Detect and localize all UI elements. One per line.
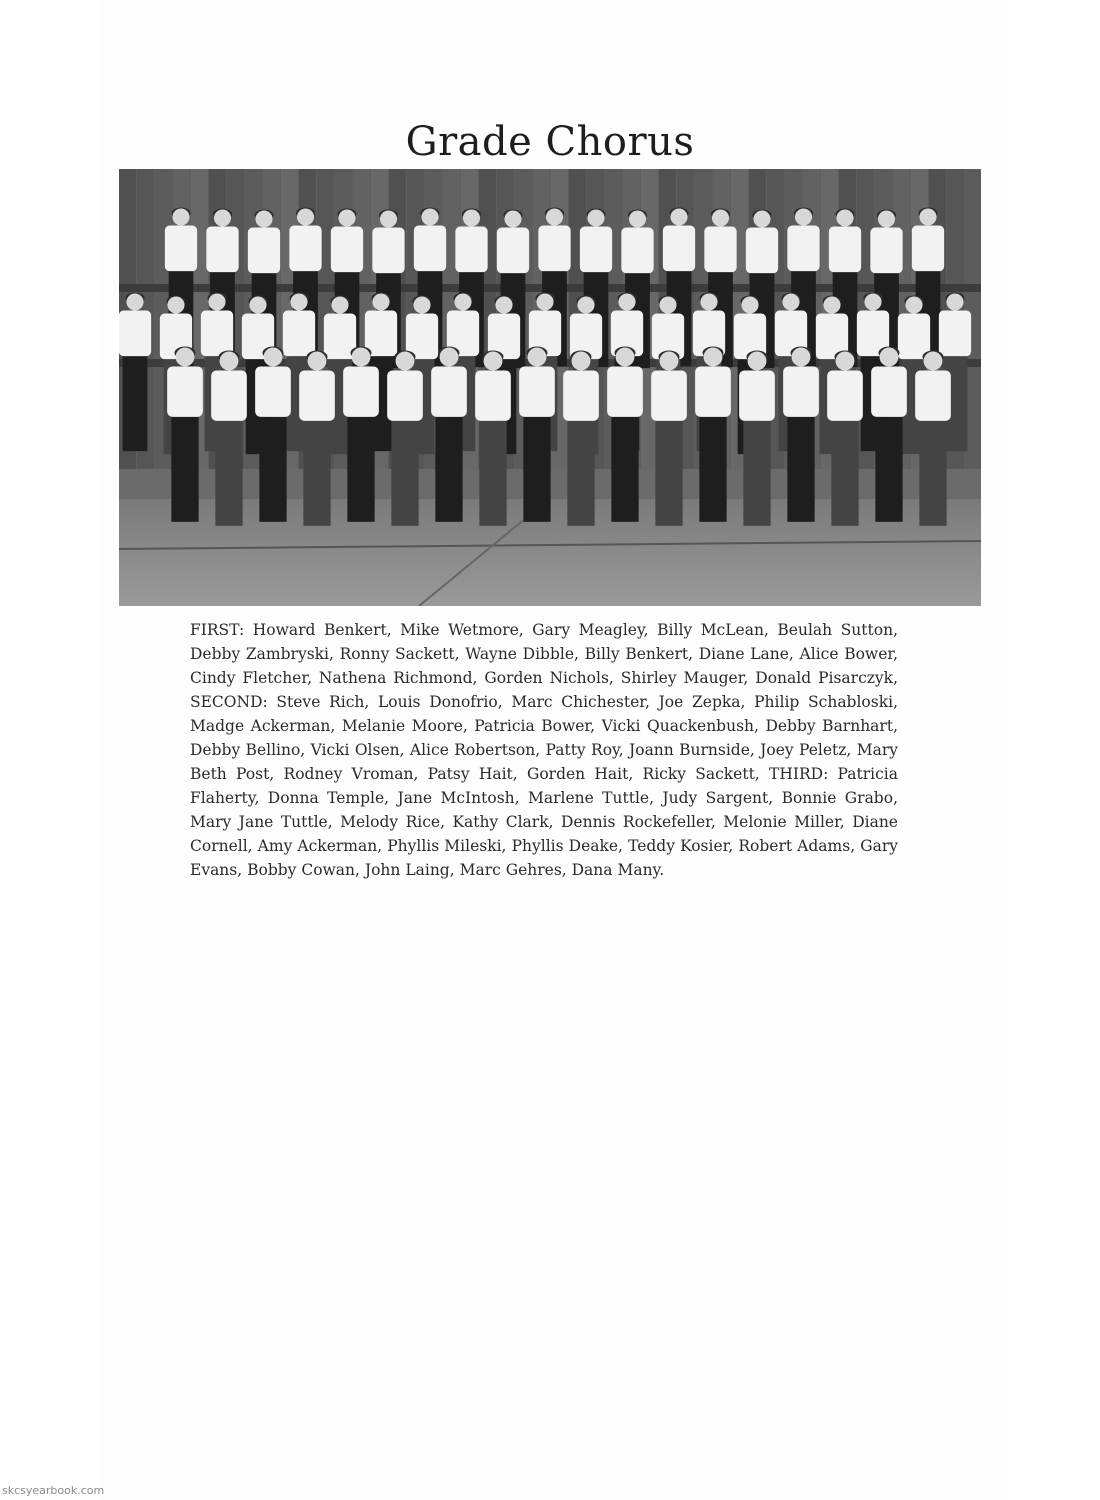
site-watermark: skcsyearbook.com [2, 1484, 105, 1497]
page-title: Grade Chorus [405, 118, 695, 165]
group-photo [119, 169, 981, 606]
member-names-caption: FIRST: Howard Benkert, Mike Wetmore, Gary Meagley, Billy McLean, Beulah Sutton, Debby Zambryski, Ronny Sackett, Wayne Dibble, Billy Benkert, Diane Lane, Alice Bower, Cindy Fletcher, Nathena Richmond, Gorden Nichols, Shirley Mauger, Donald Pisarczyk, SECOND: Steve Rich, Louis Donofrio, Marc Chichester, Joe Zepka, Philip Schabloski, Madge Ackerman, Melanie Moore, Patricia Bower, Vicki Quackenbush, Debby Barnhart, Debby Bellino, Vicki Olsen, Alice Robertson, Patty Roy, Joann Burnside, Joey Peletz, Mary Beth Post, Rodney Vroman, Patsy Hait, Gorden Hait, Ricky Sackett, THIRD: Patricia Flaherty, Donna Temple, Jane McIntosh, Marlene Tuttle, Judy Sargent, Bonnie Grabo, Mary Jane Tuttle, Melody Rice, Kathy Clark, Dennis Rockefeller, Melonie Miller, Diane Cornell, Amy Ackerman, Phyllis Mileski, Phyllis Deake, Teddy Kosier, Robert Adams, Gary Evans, Bobby Cowan, John Laing, Marc Gehres, Dana Many. [190, 621, 898, 879]
